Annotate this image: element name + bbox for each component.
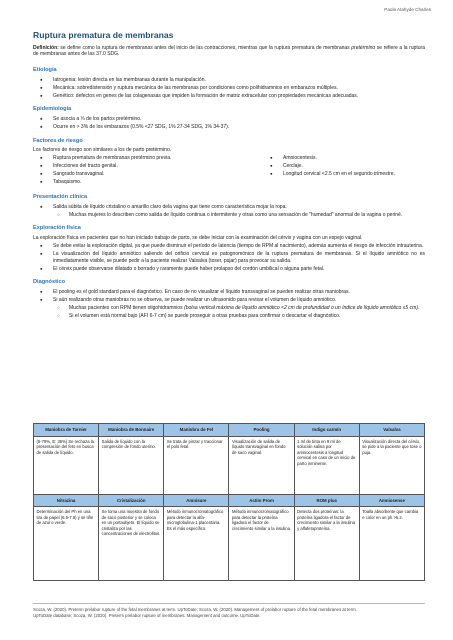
list-item: ● Se asocia a ⅓ de los partos pretérmino.	[33, 116, 425, 123]
bullet-list	[33, 204, 425, 211]
table-cell: 1 ml de tinta en 9 ml de solución salina por amniocentesis a longitud cervical en caso de un inicio de parto inminente.	[294, 436, 359, 494]
table-header-cell: Maniobra de Tarnier	[34, 424, 99, 437]
table-header-cell: Indigo carmín	[294, 424, 359, 437]
section-title: Etiología	[33, 67, 57, 74]
section-epidemiologia	[33, 106, 425, 130]
sub-item-text: Muchas pacientes con RPM tienen oligohidramnios	[69, 304, 185, 311]
list-item: ● Ruptura prematura de membranas pretérmino previa.	[33, 155, 263, 162]
definition-paragraph	[33, 45, 425, 59]
table-header-cell: Actim Prom	[229, 494, 294, 507]
sub-list-item	[33, 305, 425, 312]
table-cell: Visualización de salida de líquido transvaginal en fondo de saco vaginal.	[229, 436, 294, 494]
table-cell: Toalla absorbente que cambia e color en un ph >5.2.	[359, 507, 424, 581]
author-name: Paola Atahyde Charles	[384, 7, 431, 12]
sub-list-item: ○ Si el volumen está normal bajo (AFI 6-7 cm) se puede proseguir a otras pruebas para confirmar o descartar el diagnóstico.	[33, 313, 425, 320]
document-title: Ruptura prematura de membranas	[33, 30, 174, 40]
table-row	[34, 436, 425, 494]
content	[33, 30, 425, 326]
table-header-cell: Amnisure	[164, 494, 229, 507]
table-header-cell: Valsalva	[359, 424, 424, 437]
section-title: Factores de riesgo	[33, 137, 83, 144]
table-cell: Método inmunocromatográfico para detectar la proteína ligadora el factor de crecimiento similar a la insulina.	[229, 507, 294, 581]
table-header-cell: Cristalización	[99, 494, 164, 507]
definition-italic: pretérmino	[351, 44, 376, 51]
list-item: ● Sangrado transvaginal.	[33, 171, 263, 178]
section-factores-riesgo	[33, 138, 425, 188]
list-item: ● Longitud cervical <2.5 cm en el segundo trimestre.	[263, 171, 425, 178]
list-item: ● Amniocentesis.	[263, 155, 425, 162]
list-item: ● Se debe evitar la exploración digital, ya que puede disminuir el período de latencia (tiempo de RPM al nacimiento), además aumenta el riesgo de infección intrauterina.	[33, 243, 425, 250]
sub-bullet-list	[33, 305, 425, 320]
section-title: Presentación clínica	[33, 194, 88, 201]
sub-list-item: ○ Muchas mujeres lo describen como salida de líquido continua o intermitente y otras como una sensación de "humedad" anormal de la vagina o periné.	[33, 212, 425, 219]
list-item: ● Ocurre en > 3% de los embarazos (0.5% <27 SDG, 1% 27-34 SDG, 1% 34-37).	[33, 124, 425, 131]
bullet-list	[33, 243, 425, 272]
section-intro: Los factores de riesgo son similares a los de parto pretérmino.	[33, 147, 172, 154]
list-item: ● El pooling es el gold standard para el diagnóstico. En caso de no visualizar el líquido transvaginal se pueden realizar otras maniobras.	[33, 289, 425, 296]
table-header-cell: Amniosense	[359, 494, 424, 507]
list-item: ● Mecánica: sobredistensión y ruptura mecánica de las membranas por condiciones como polihidramnios en embarazos múltiples.	[33, 85, 425, 92]
bullet-list	[33, 77, 425, 100]
list-item: ● Cerclaje.	[263, 163, 425, 170]
section-title: Exploración física	[33, 225, 81, 232]
table-cell: Determinación del Ph en una tira de papel (6.5-7.5) y se tiñe de azul o verde.	[34, 507, 99, 581]
table-cell: Método inmunocromatográfico para detectar la alfa-microglobulina-1 placentaria. Es el más específico.	[164, 507, 229, 581]
list-item: ● Genético: defectos en genes de las colagenasas que impiden la formación de matriz extracelular con propiedades mecánicas adecuadas.	[33, 93, 425, 100]
table-cell: Se trata de pinzar y traccionar el polo fetal.	[164, 436, 229, 494]
table-cell: Se toma una muestra de fondo de saco posterior y se coloca en un portaobjeto. El líquido se cristaliza por las concentraciones de electrolitos.	[99, 507, 164, 581]
table-cell: Salida de líquido con la compresión de fondo uterino.	[99, 436, 164, 494]
table-row	[34, 507, 425, 581]
section-exploracion-fisica	[33, 225, 425, 272]
bullet-list-right	[263, 155, 425, 187]
section-intro: La exploración física en pacientes que no han iniciado trabajo de parto, se debe iniciar con la examinación del cérvix y vagina con un espejo vaginal.	[33, 234, 363, 241]
section-diagnostico	[33, 279, 425, 319]
table-header-cell: Maniobra de Fel	[164, 424, 229, 437]
diagnostic-tests-table	[33, 423, 425, 581]
table-header-cell: ROM plus	[294, 494, 359, 507]
sub-item-italic: (bolsa vertical máxima de líquido amniótico <2 cm de profundidad o un índice de líquido amniótico ≤5 cm).	[184, 304, 420, 311]
table-header-cell: Pooling	[229, 424, 294, 437]
bullet-list	[33, 116, 425, 131]
definition-text: se define como la ruptura de membranas antes del inicio de las contracciones, mientras que la ruptura prematura de membranas	[58, 44, 352, 51]
list-item: ● La visualización del líquido amniótico saliendo del orificio cervical es patognomónico de la ruptura prematura de membranas. Si el líquido amniótico no es inmediatamente visible, se puede pedir a la paciente realizar Valsalva (toser, pujar) para provocar su salida.	[33, 251, 425, 265]
table-cell: Visualización directa del cérvix, se pide a la paciente que tose o puja.	[359, 436, 424, 494]
table-header-cell: Maniobra de Bonnaire	[99, 424, 164, 437]
definition-label: Definición:	[33, 44, 59, 51]
table-header-cell: Nitrazina	[34, 494, 99, 507]
table-header-row	[34, 494, 425, 507]
definition-text-2: se refiere a la ruptura de membranas antes de las 37.0 SDG.	[33, 44, 426, 58]
table-cell: Detecta dos proteínas: la proteína ligadora el factor de crecimiento similar a la insulina y alfafetoproteína.	[294, 507, 359, 581]
reference-line: UpToDate database; Scoza, W. (2020). Preterm prelabor rupture of membranes: Management and outcome. UpToDate.	[33, 612, 261, 618]
sub-bullet-list	[33, 212, 425, 219]
section-etiologia	[33, 67, 425, 99]
list-item: ● Si aún realizando otras maniobras no se observa, se puede realizar un ultrasonido para revisar el volumen de líquido amniótico.	[33, 297, 425, 304]
list-item: ● Tabaquismo.	[33, 179, 263, 186]
list-item: ● Salida súbita de líquido cristalino o amarillo claro dela vagina que tiene como característica mojar la ropa.	[33, 204, 425, 211]
list-item: ● Infecciones del tracto genital.	[33, 163, 263, 170]
section-title: Epidemiología	[33, 106, 72, 113]
section-title: Diagnóstico	[33, 279, 66, 286]
section-presentacion-clinica	[33, 194, 425, 218]
bullet-list	[33, 289, 425, 304]
table-cell: (5-79%, E: 36%) Se rechaza la presentación del feto en busca de salida de líquido.	[34, 436, 99, 494]
list-item: ● Iatrogenia: lesión directa en las membranas durante la manipulación.	[33, 77, 425, 84]
table-header-row	[34, 424, 425, 437]
reference-line: Scoza, W. (2020). Preterm prelabor rupture of the fetal membranes at term. UpToDate; Scoza, W. (2020). Management of prelabor rupture of the fetal membranes at term.	[33, 607, 357, 612]
bullet-list-left	[33, 155, 263, 187]
list-item: ● El cérvix puede observarse dilatado o borrado y raramente puede haber prolapso del cordón umbilical o alguna parte fetal.	[33, 266, 425, 273]
references-footer	[33, 603, 425, 619]
two-column-list	[33, 155, 425, 187]
